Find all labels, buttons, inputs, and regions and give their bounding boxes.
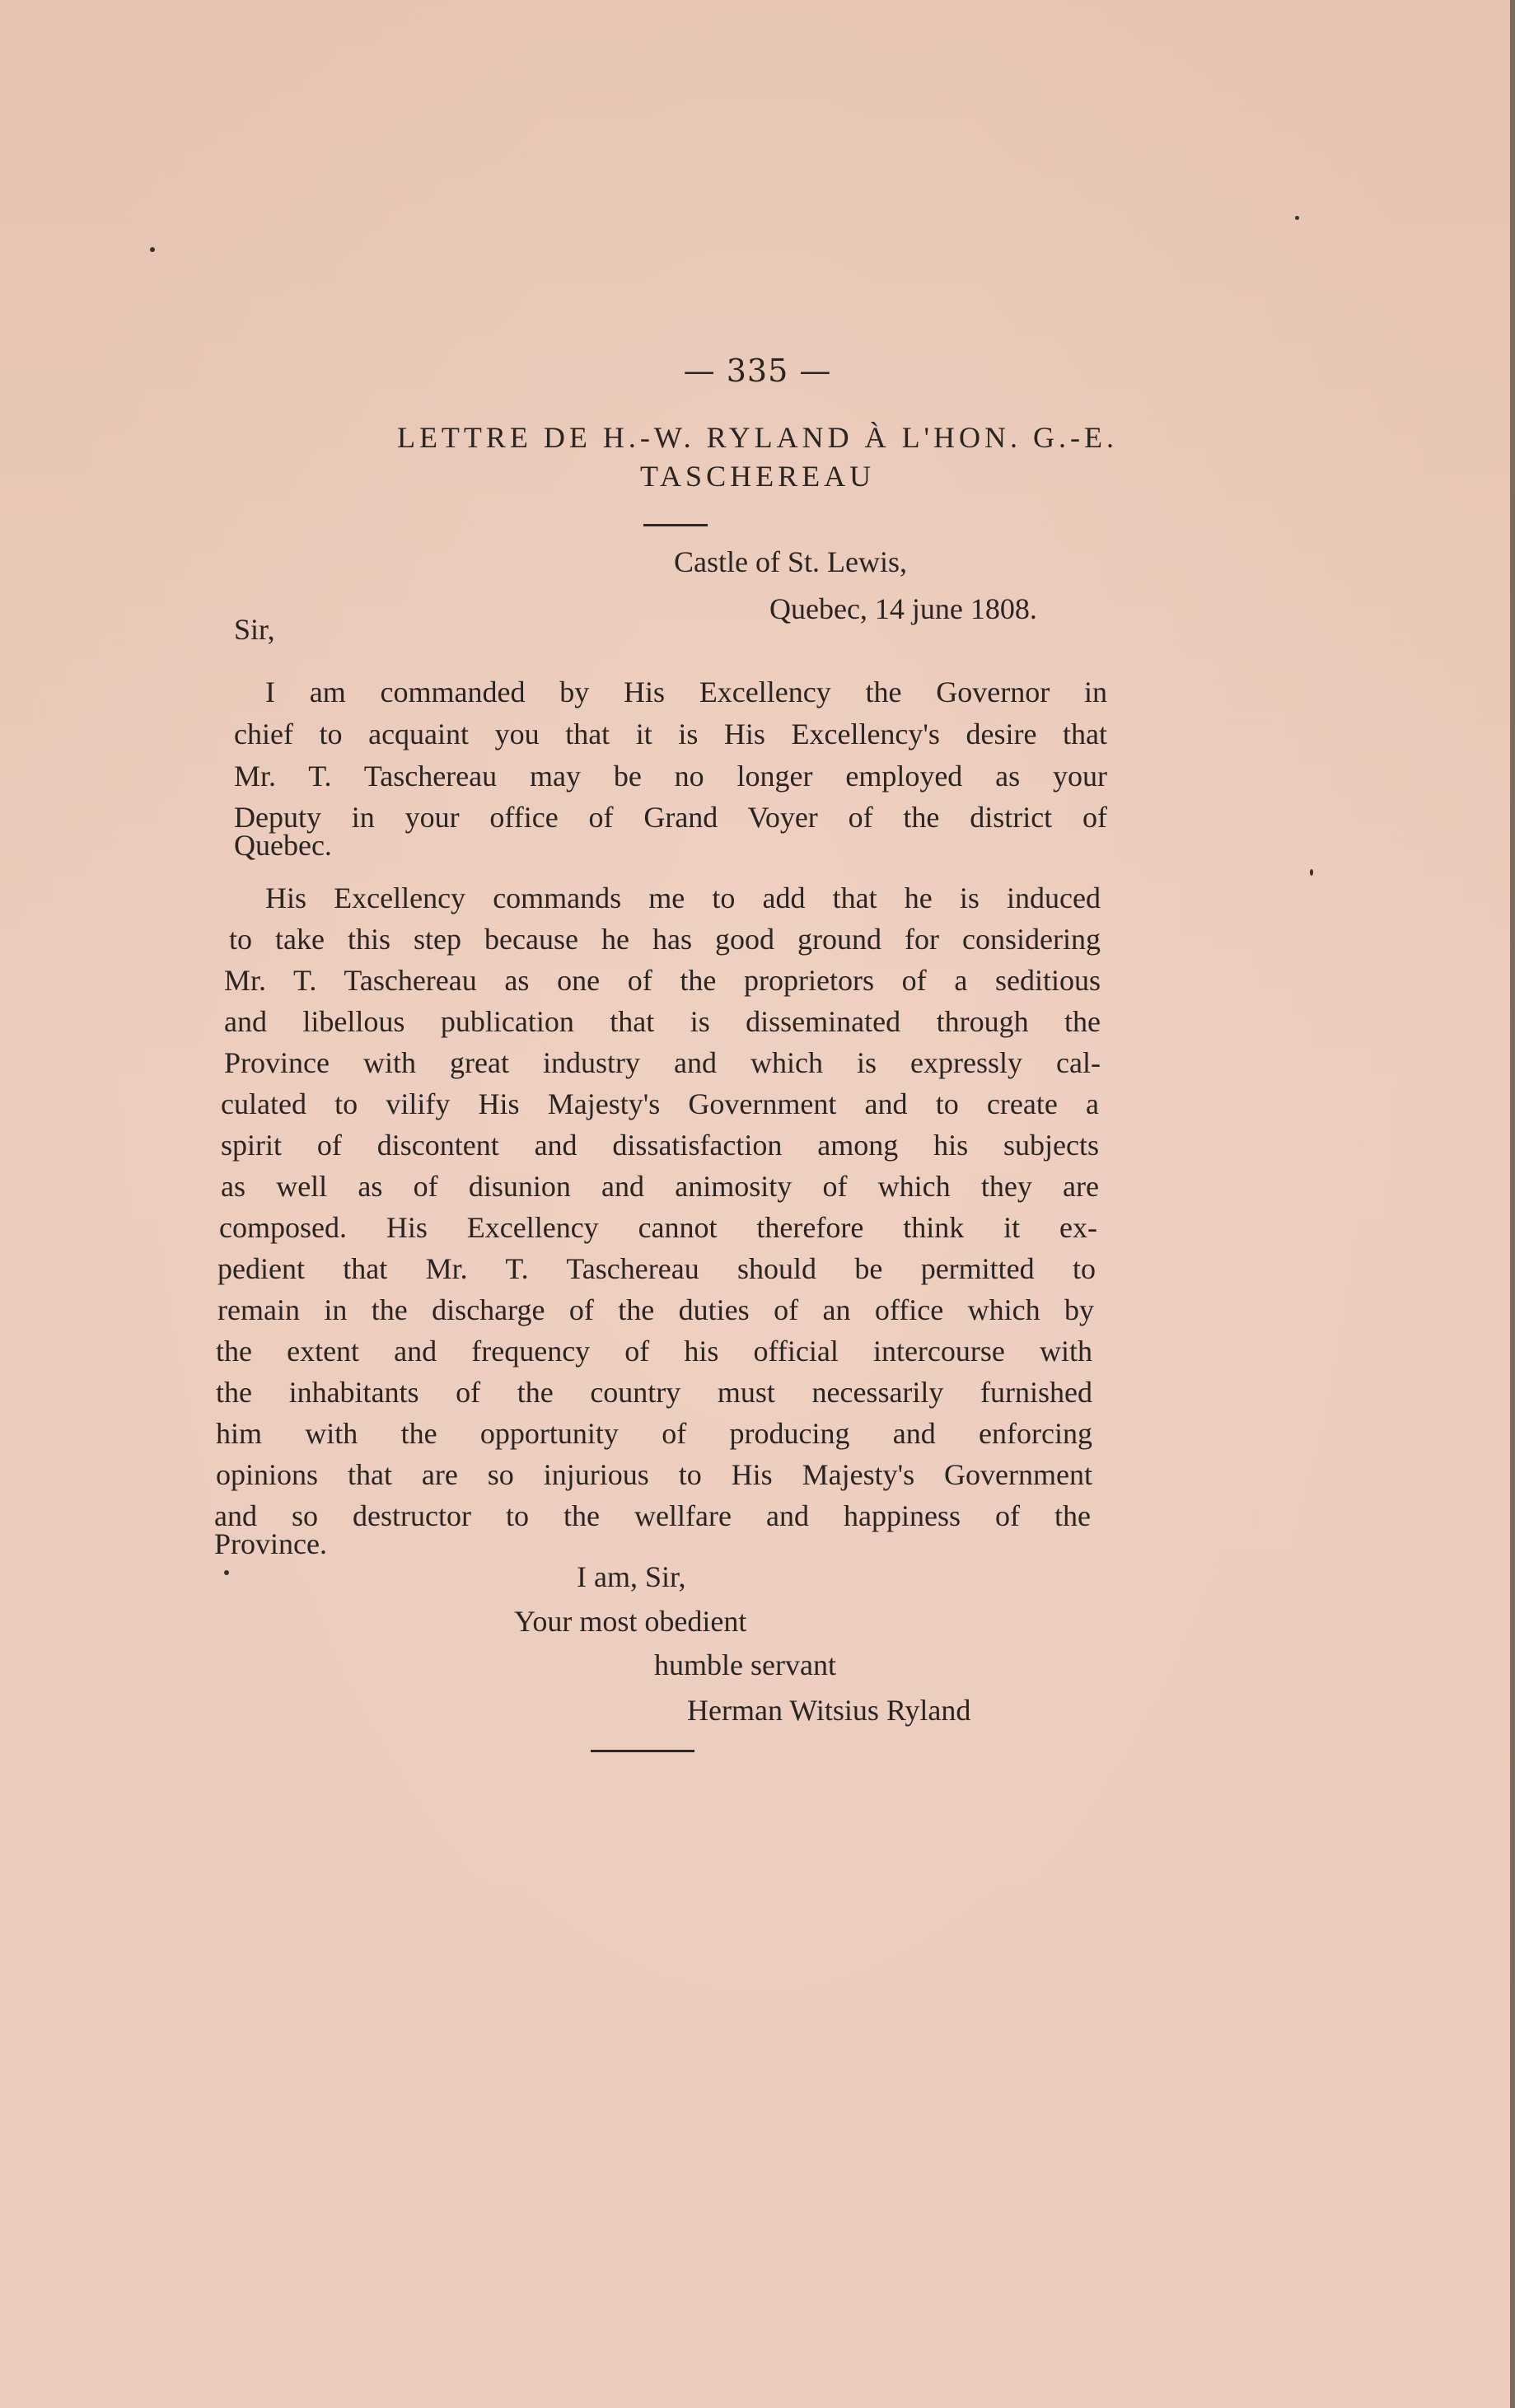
paragraph-1-line: chief to acquaint you that it is His Excellency's desire that	[234, 718, 1107, 750]
ink-speck	[150, 247, 155, 252]
paragraph-2-line: and so destructor to the wellfare and happiness of the	[214, 1499, 1091, 1532]
paragraph-2-line: him with the opportunity of producing and enforcing	[216, 1417, 1092, 1450]
salutation: Sir,	[234, 613, 275, 646]
paragraph-1-line: Mr. T. Taschereau may be no longer employed as your	[234, 760, 1107, 793]
letter-title-line-1: LETTRE DE H.-W. RYLAND À L'HON. G.-E.	[396, 421, 1119, 454]
signature: Herman Witsius Ryland	[687, 1694, 971, 1727]
paragraph-2-line: Province with great industry and which is expressly cal-	[224, 1046, 1101, 1079]
paragraph-2-line: the inhabitants of the country must necessarily furnished	[216, 1376, 1092, 1409]
letter-title-line-2: TASCHEREAU	[639, 460, 876, 493]
paragraph-1-line: Deputy in your office of Grand Voyer of the district of	[234, 801, 1107, 834]
paragraph-2-line: as well as of disunion and animosity of which they are	[221, 1170, 1099, 1203]
paragraph-2-line: remain in the discharge of the duties of an office which by	[217, 1293, 1094, 1326]
place-line: Castle of St. Lewis,	[674, 545, 907, 578]
paragraph-2-line: culated to vilify His Majesty's Government and to create a	[221, 1087, 1099, 1120]
closing-line: humble servant	[654, 1648, 836, 1681]
paragraph-2-line: Mr. T. Taschereau as one of the proprietors of a seditious	[224, 964, 1101, 997]
ink-speck	[1295, 216, 1299, 220]
paragraph-2-line: spirit of discontent and dissatisfaction among his subjects	[221, 1129, 1099, 1162]
paragraph-2-line: pedient that Mr. T. Taschereau should be permitted to	[217, 1252, 1096, 1285]
paragraph-1-line: Quebec.	[234, 829, 332, 862]
paragraph-2-line: His Excellency commands me to add that he is induced	[265, 881, 1101, 914]
paragraph-2-line: opinions that are so injurious to His Majesty's Government	[216, 1458, 1092, 1491]
closing-line: Your most obedient	[514, 1605, 747, 1638]
paragraph-2-line: Province.	[214, 1527, 327, 1560]
paragraph-2-line: the extent and frequency of his official intercourse with	[216, 1335, 1092, 1368]
ink-speck	[224, 1570, 229, 1575]
date-line: Quebec, 14 june 1808.	[769, 592, 1037, 625]
closing-line: I am, Sir,	[577, 1560, 686, 1593]
title-divider	[643, 524, 708, 526]
paragraph-2-line: to take this step because he has good ground for considering	[229, 923, 1101, 956]
paragraph-2-line: and libellous publication that is disseminated through the	[224, 1005, 1101, 1038]
page-number: — 335 —	[683, 353, 832, 389]
paragraph-2-line: composed. His Excellency cannot therefore think it ex-	[219, 1211, 1097, 1244]
ink-speck	[1310, 869, 1313, 876]
closing-divider	[591, 1750, 694, 1752]
paragraph-1-line: I am commanded by His Excellency the Governor in	[265, 676, 1107, 708]
